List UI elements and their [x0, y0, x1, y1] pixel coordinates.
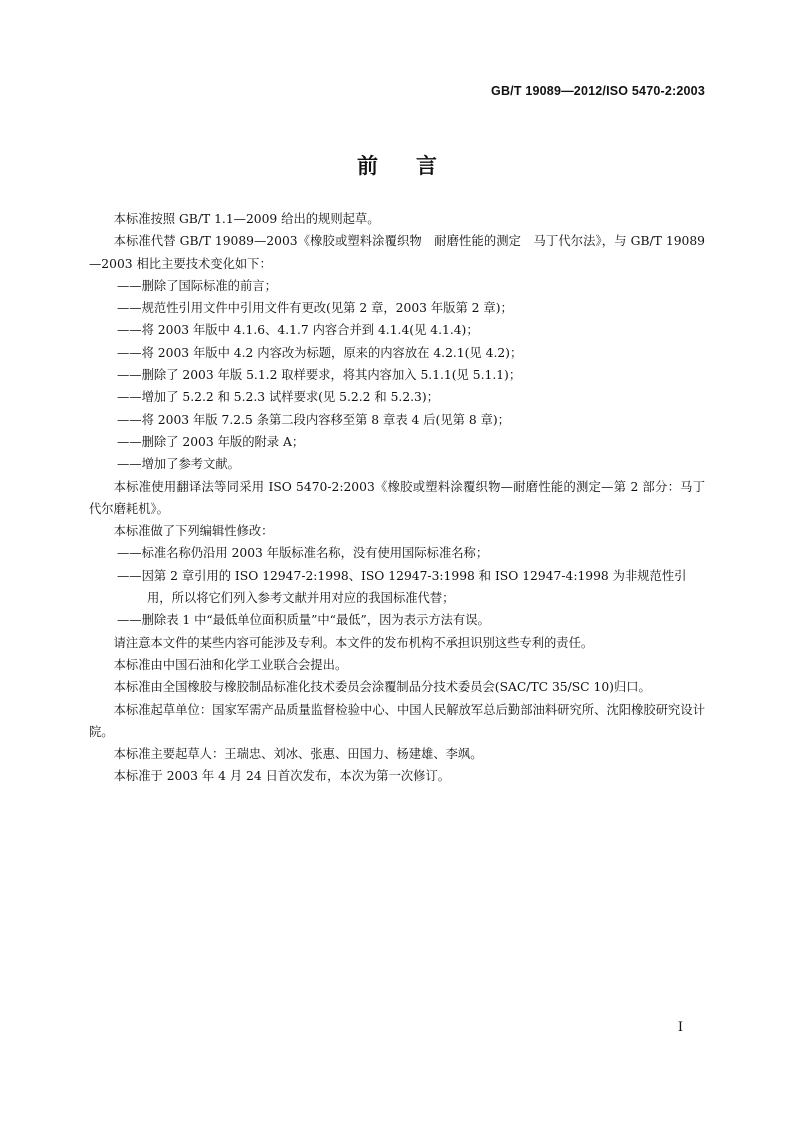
paragraph-replacement: 本标准代替 GB/T 19089—2003《橡胶或塑料涂覆织物 耐磨性能的测定 马丁代尔法》，与 GB/T 19089—2003 相比主要技术变化如下： [89, 234, 705, 271]
title-char-2: 言 [416, 154, 437, 178]
page-title [0, 150, 794, 180]
change-item: ——规范性引用文件中引用文件有更改(见第 2 章，2003 年版第 2 章)； [117, 301, 513, 316]
standard-code-header: GB/T 19089—2012/ISO 5470-2:2003 [491, 84, 705, 98]
edit-item: ——删除表 1 中“最低单位面积质量”中“最低”，因为表示方法有误。 [117, 613, 490, 628]
edit-item: ——因第 2 章引用的 ISO 12947-2:1998、ISO 12947-3:1998 和 ISO 12947-4:1998 为非规范性引用，所以将它们列入参考文献并用对应的我国标准代替； [117, 568, 687, 606]
change-item: ——删除了 2003 年版的附录 A； [117, 434, 305, 449]
paragraph-drafters: 本标准主要起草人：王瑞忠、刘冰、张惠、田国力、杨建雄、李飒。 [113, 747, 483, 762]
paragraph-patent-notice: 请注意本文件的某些内容可能涉及专利。本文件的发布机构不承担识别这些专利的责任。 [113, 635, 594, 650]
change-item: ——将 2003 年版中 4.2 内容改为标题，原来的内容放在 4.2.1(见 4.2)； [117, 345, 523, 360]
change-item: ——增加了参考文献。 [117, 457, 240, 472]
paragraph-committee: 本标准由全国橡胶与橡胶制品标准化技术委员会涂覆制品分技术委员会(SAC/TC 35/SC 10)归口。 [113, 680, 651, 695]
change-item: ——删除了 2003 年版 5.1.2 取样要求，将其内容加入 5.1.1(见 5.1.1)； [117, 368, 522, 383]
edit-item: ——标准名称仍沿用 2003 年版标准名称，没有使用国际标准名称； [117, 546, 489, 561]
change-item: ——增加了 5.2.2 和 5.2.3 试样要求(见 5.2.2 和 5.2.3)； [117, 390, 439, 405]
title-char-1: 前 [357, 154, 378, 178]
paragraph-history: 本标准于 2003 年 4 月 24 日首次发布，本次为第一次修订。 [113, 769, 451, 784]
change-item: ——将 2003 年版 7.2.5 条第二段内容移至第 8 章表 4 后(见第 8 章)； [117, 412, 510, 427]
paragraph-drafting-units: 本标准起草单位：国家军需产品质量监督检验中心、中国人民解放军总后勤部油料研究所、沈阳橡胶研究设计院。 [89, 702, 705, 739]
change-item: ——将 2003 年版中 4.1.6、4.1.7 内容合并到 4.1.4(见 4.1.4)； [117, 323, 479, 338]
paragraph-drafting-rules: 本标准按照 GB/T 1.1—2009 给出的规则起草。 [113, 212, 380, 226]
page-number: I [677, 1020, 683, 1035]
paragraph-proposer: 本标准由中国石油和化学工业联合会提出。 [113, 657, 348, 672]
paragraph-editorial-intro: 本标准做了下列编辑性修改： [113, 524, 274, 539]
foreword-body [89, 208, 705, 788]
change-item: ——删除了国际标准的前言； [117, 278, 277, 293]
paragraph-translation: 本标准使用翻译法等同采用 ISO 5470-2:2003《橡胶或塑料涂覆织物—耐磨性能的测定—第 2 部分：马丁代尔磨耗机》。 [89, 479, 705, 516]
